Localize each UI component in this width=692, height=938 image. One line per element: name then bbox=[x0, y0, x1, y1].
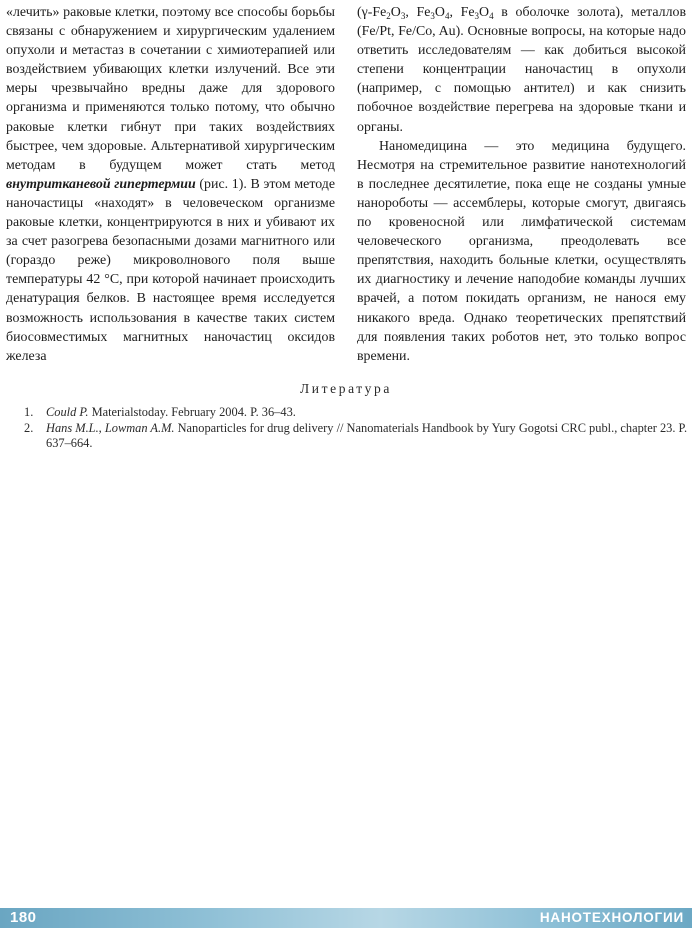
right-paragraph-1-text: в оболочке золота), металлов (Fe/Pt, Fe/Co, Au). Основные вопросы, на которые надо ответить исследователям — как добиться высокой степени концентрации наночастиц в опухоли (например, с помощью антител) и как снизить побочное воздействие перегрева на здоровые ткани и органы. bbox=[357, 5, 687, 135]
left-paragraph-text-start: «лечить» раковые клетки, поэтому все способы борьбы связаны с обнаружением и хирургическим удалением опухоли и метастаз в сочетании с химиотерапией или воздействием убивающих клетки излучений. Все эти меры чрезвычайно вредны даже для здорового организма и применяются только потому, что обычно раковые клетки гибнут при таких воздействиях быстрее, чем здоровые. Альтернативой хирургическим методам в будущем может стать метод bbox=[6, 5, 335, 173]
right-paragraph-1 bbox=[357, 3, 686, 137]
formula-part: , Fe bbox=[449, 5, 475, 20]
term-interstitial-hyperthermia: внутритканевой гипертермии bbox=[6, 176, 196, 192]
subscript: 3 bbox=[400, 11, 406, 21]
left-paragraph bbox=[6, 3, 335, 366]
subscript: 4 bbox=[444, 11, 450, 21]
left-paragraph-text-end: (рис. 1). В этом методе наночастицы «находят» в человеческом организме раковые клетки, концентрируются в них и убивают их за счет разогрева безопасными дозами магнитного или (гораздо реже) микроволнового поля выше температуры 42 °С, при которой начинает происходить денатурация белков. В настоящее время исследуется возможность использования в качестве таких систем биосовместимых магнитных наночастиц оксидов железа bbox=[6, 176, 335, 364]
reference-number: 1. bbox=[24, 405, 34, 419]
formula-open: (γ-Fe bbox=[357, 5, 387, 20]
reference-text: Nanoparticles for drug delivery // Nanomaterials Handbook by Yury Gogotsi CRC publ., chapter 23. P. 637–664. bbox=[46, 420, 688, 451]
right-column bbox=[357, 3, 686, 366]
reference-item bbox=[24, 421, 688, 452]
formula-part: , Fe bbox=[405, 5, 431, 20]
reference-number: 2. bbox=[24, 420, 34, 435]
right-paragraph-2: Наномедицина — это медицина будущего. Несмотря на стремительное развитие нанотехнологий в последнее десятилетие, пока еще не созданы умные нанороботы — ассемблеры, которые смогут, двигаясь по кровеносной или лимфатической системам человеческого организма, преодолевать все препятствия, находить больные клетки, осуществлять их диагностику и лечение наподобие команды лучших врачей, а потом покидать организм, не нанося ему никакого вреда. Однако теоретических препятствий для появления таких роботов нет, это только вопрос времени. bbox=[357, 138, 686, 364]
formula-part: O bbox=[479, 5, 490, 20]
references-heading: Литература bbox=[300, 381, 392, 396]
subscript: 2 bbox=[386, 11, 391, 21]
reference-text: Materialstoday. February 2004. P. 36–43. bbox=[88, 405, 296, 419]
formula-part: O bbox=[390, 5, 401, 20]
subscript: 3 bbox=[430, 11, 435, 21]
page-footer-band bbox=[0, 908, 692, 928]
reference-authors: Hans M.L., Lowman A.M. bbox=[46, 420, 175, 435]
reference-authors: Could P. bbox=[46, 405, 89, 419]
left-column bbox=[6, 3, 335, 366]
page-number: 180 bbox=[10, 909, 37, 926]
reference-item bbox=[24, 405, 688, 421]
two-column-body bbox=[6, 3, 686, 366]
references-list bbox=[24, 405, 688, 452]
subscript: 3 bbox=[474, 11, 480, 21]
formula-part: O bbox=[434, 5, 445, 20]
subscript: 4 bbox=[489, 11, 494, 21]
running-section-title: НАНОТЕХНОЛОГИИ bbox=[539, 910, 684, 925]
